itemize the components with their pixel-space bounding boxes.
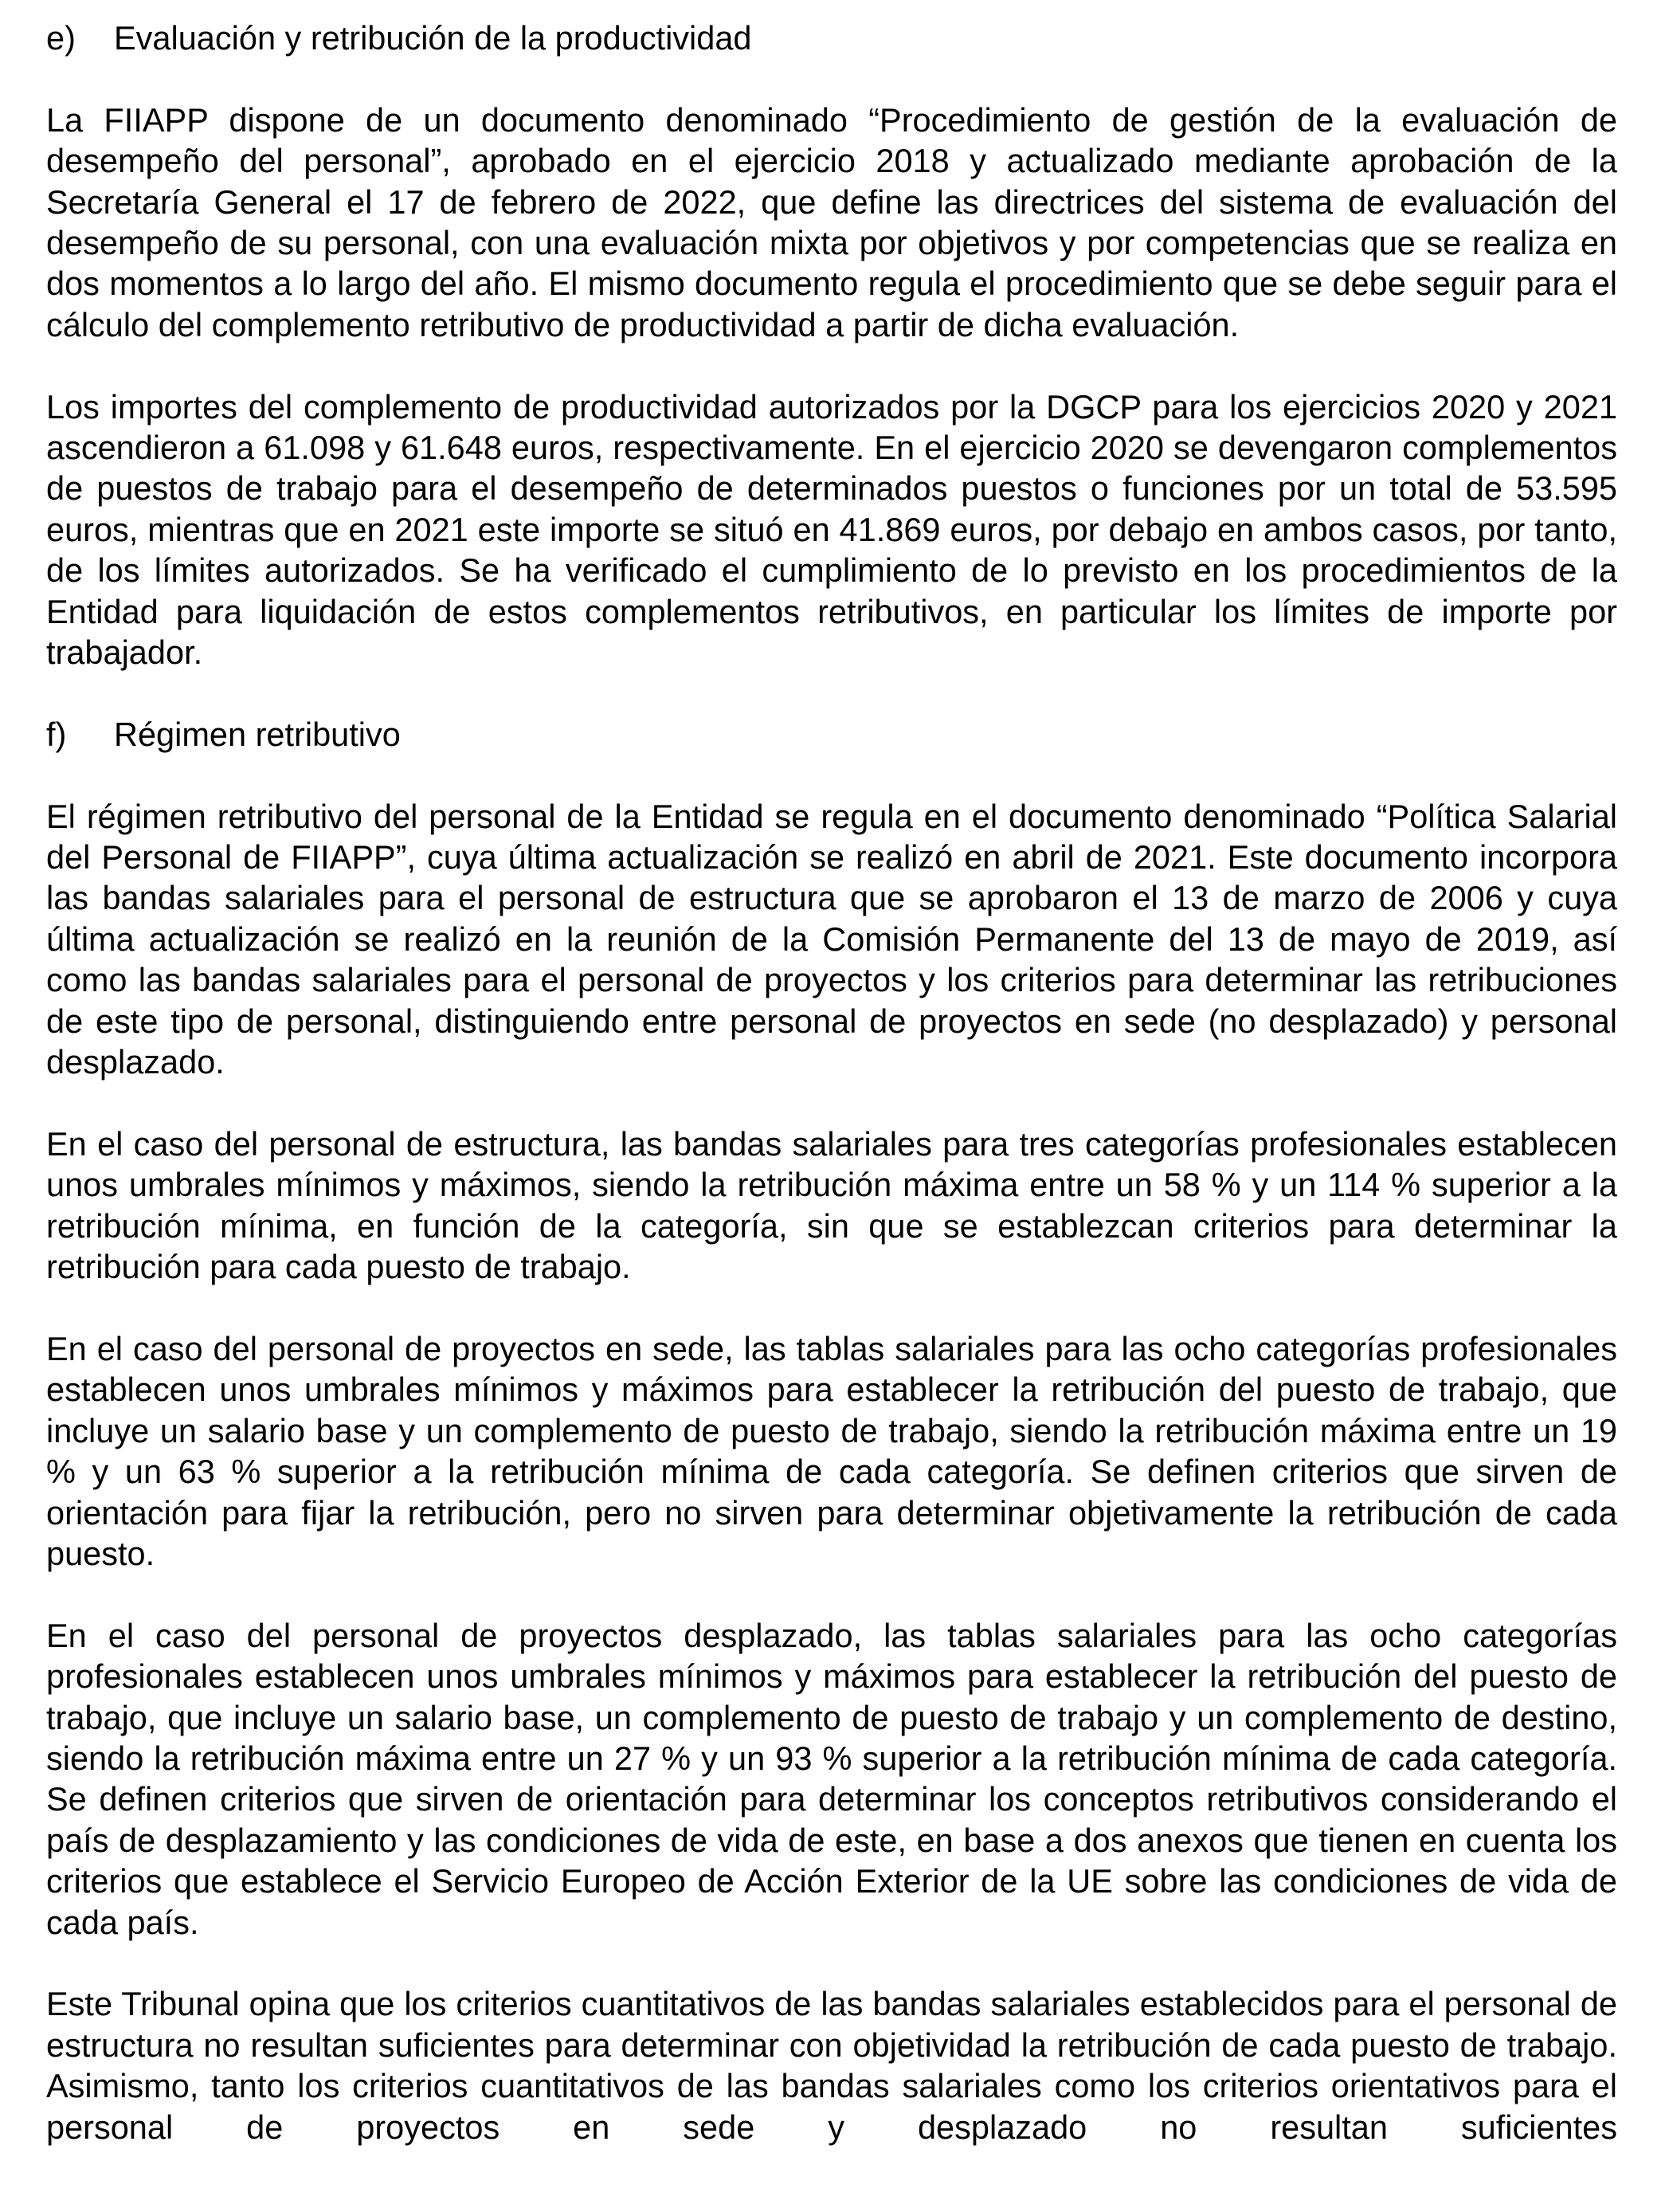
document-page: [46, 18, 1617, 2147]
section-title: Evaluación y retribución de la productividad: [114, 19, 752, 57]
section-marker: e): [46, 19, 76, 57]
section-heading-e: [46, 18, 1617, 58]
section-title: Régimen retributivo: [114, 715, 401, 753]
section-heading-f: [46, 714, 1617, 755]
paragraph: El régimen retributivo del personal de la Entidad se regula en el documento denominado “Política Salarial del Personal de FIIAPP”, cuya última actualización se realizó en abril de 2021. Este documento incorpora las bandas salariales para el personal de estructura que se aprobaron el 13 de marzo de 2006 y cuya última actualización se realizó en la reunión de la Comisión Permanente del 13 de mayo de 2019, así como las bandas salariales para el personal de proyectos y los criterios para determinar las retribuciones de este tipo de personal, distinguiendo entre personal de proyectos en sede (no desplazado) y personal desplazado.: [46, 797, 1617, 1081]
paragraph: En el caso del personal de proyectos en sede, las tablas salariales para las ocho categorías profesionales establecen unos umbrales mínimos y máximos para establecer la retribución del puesto de trabajo, que incluye un salario base y un complemento de puesto de trabajo, siendo la retribución máxima entre un 19 % y un 63 % superior a la retribución mínima de cada categoría. Se definen criterios que sirven de orientación para fijar la retribución, pero no sirven para determinar objetivamente la retribución de cada puesto.: [46, 1329, 1617, 1572]
paragraph: En el caso del personal de estructura, las bandas salariales para tres categorías profesionales establecen unos umbrales mínimos y máximos, siendo la retribución máxima entre un 58 % y un 114 % superior a la retribución mínima, en función de la categoría, sin que se establezcan criterios para determinar la retribución para cada puesto de trabajo.: [46, 1124, 1617, 1286]
paragraph: La FIIAPP dispone de un documento denominado “Procedimiento de gestión de la evaluación de desempeño del personal”, aprobado en el ejercicio 2018 y actualizado mediante aprobación de la Secretaría General el 17 de febrero de 2022, que define las directrices del sistema de evaluación del desempeño de su personal, con una evaluación mixta por objetivos y por competencias que se realiza en dos momentos a lo largo del año. El mismo documento regula el procedimiento que se debe seguir para el cálculo del complemento retributivo de productividad a partir de dicha evaluación.: [46, 100, 1617, 343]
paragraph: En el caso del personal de proyectos desplazado, las tablas salariales para las ocho categorías profesionales establecen unos umbrales mínimos y máximos para establecer la retribución del puesto de trabajo, que incluye un salario base, un complemento de puesto de trabajo y un complemento de destino, siendo la retribución máxima entre un 27 % y un 93 % superior a la retribución mínima de cada categoría. Se definen criterios que sirven de orientación para determinar los conceptos retributivos considerando el país de desplazamiento y las condiciones de vida de este, en base a dos anexos que tienen en cuenta los criterios que establece el Servicio Europeo de Acción Exterior de la UE sobre las condiciones de vida de cada país.: [46, 1616, 1617, 1941]
section-marker: f): [46, 715, 67, 753]
paragraph: Los importes del complemento de productividad autorizados por la DGCP para los ejercicios 2020 y 2021 ascendieron a 61.098 y 61.648 euros, respectivamente. En el ejercicio 2020 se devengaron complementos de puestos de trabajo para el desempeño de determinados puestos o funciones por un total de 53.595 euros, mientras que en 2021 este importe se situó en 41.869 euros, por debajo en ambos casos, por tanto, de los límites autorizados. Se ha verificado el cumplimiento de lo previsto en los procedimientos de la Entidad para liquidación de estos complementos retributivos, en particular los límites de importe por trabajador.: [46, 387, 1617, 672]
paragraph: Este Tribunal opina que los criterios cuantitativos de las bandas salariales establecidos para el personal de estructura no resultan suficientes para determinar con objetividad la retribución de cada puesto de trabajo. Asimismo, tanto los criterios cuantitativos de las bandas salariales como los criterios orientativos para el personal de proyectos en sede y desplazado no resultan suficientes: [46, 1985, 1617, 2146]
